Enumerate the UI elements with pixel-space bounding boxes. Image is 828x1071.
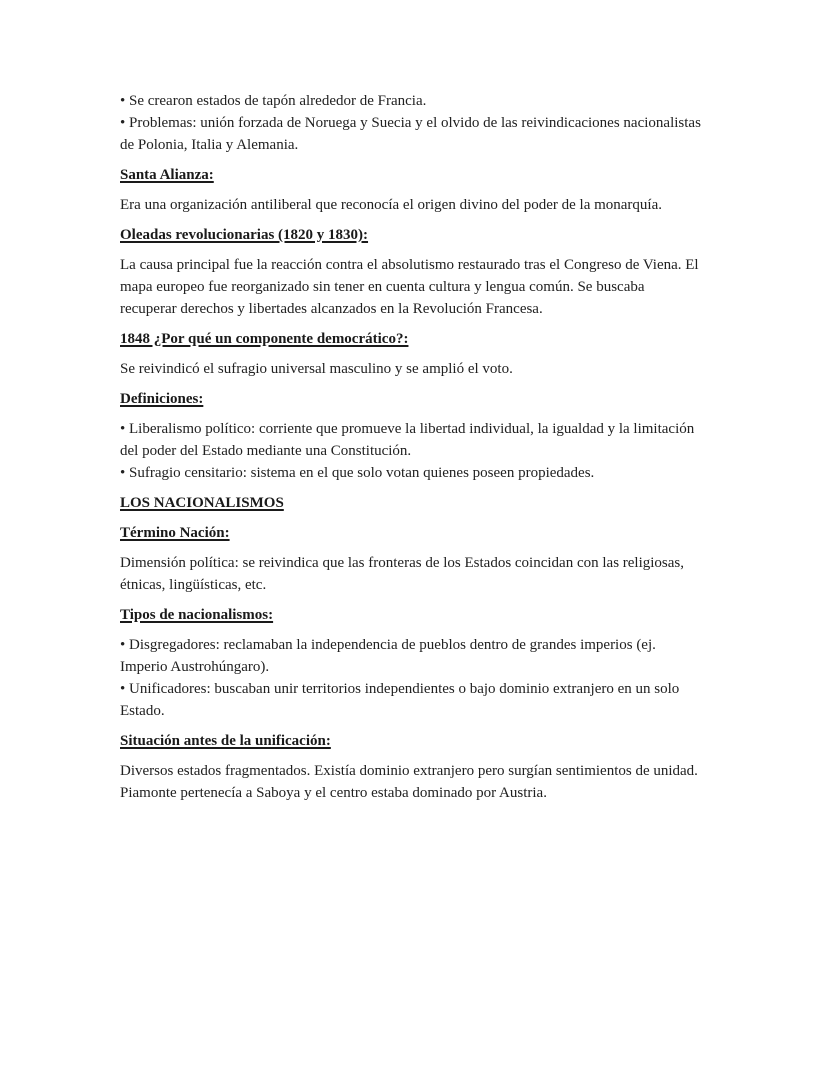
bullet-item: • Disgregadores: reclamaban la independencia de pueblos dentro de grandes imperios (ej. Imperio Austrohúngaro).	[120, 637, 656, 675]
section-heading: 1848 ¿Por qué un componente democrático?:	[120, 331, 409, 347]
bullet-list	[120, 418, 704, 484]
paragraph: Diversos estados fragmentados. Existía dominio extranjero pero surgían sentimientos de unidad. Piamonte pertenecía a Saboya y el centro estaba dominado por Austria.	[120, 763, 698, 801]
bullet-list	[120, 634, 704, 722]
paragraph: Se reivindicó el sufragio universal masculino y se amplió el voto.	[120, 361, 513, 377]
section-heading: Santa Alianza:	[120, 167, 214, 183]
paragraph: La causa principal fue la reacción contra el absolutismo restaurado tras el Congreso de Viena. El mapa europeo fue reorganizado sin tener en cuenta cultura y lengua común. Se buscaba recuperar derechos y libertades alcanzados en la Revolución Francesa.	[120, 257, 699, 317]
bullet-item: • Sufragio censitario: sistema en el que solo votan quienes poseen propiedades.	[120, 465, 595, 481]
bullet-item: • Problemas: unión forzada de Noruega y Suecia y el olvido de las reivindicaciones nacionalistas de Polonia, Italia y Alemania.	[120, 115, 701, 153]
bullet-item: • Liberalismo político: corriente que promueve la libertad individual, la igualdad y la limitación del poder del Estado mediante una Constitución.	[120, 421, 695, 459]
bullet-item: • Se crearon estados de tapón alrededor de Francia.	[120, 93, 427, 109]
paragraph: Dimensión política: se reivindica que las fronteras de los Estados coincidan con las religiosas, étnicas, lingüísticas, etc.	[120, 555, 685, 593]
section-heading: Definiciones:	[120, 391, 204, 407]
section-heading: Término Nación:	[120, 525, 230, 541]
section-heading: Situación antes de la unificación:	[120, 733, 331, 749]
bullet-list	[120, 90, 704, 156]
section-heading: LOS NACIONALISMOS	[120, 495, 284, 511]
paragraph: Era una organización antiliberal que reconocía el origen divino del poder de la monarquía.	[120, 197, 663, 213]
section-heading: Oleadas revolucionarias (1820 y 1830):	[120, 227, 369, 243]
bullet-item: • Unificadores: buscaban unir territorios independientes o bajo dominio extranjero en un solo Estado.	[120, 681, 680, 719]
section-heading: Tipos de nacionalismos:	[120, 607, 274, 623]
document-content	[120, 90, 704, 812]
